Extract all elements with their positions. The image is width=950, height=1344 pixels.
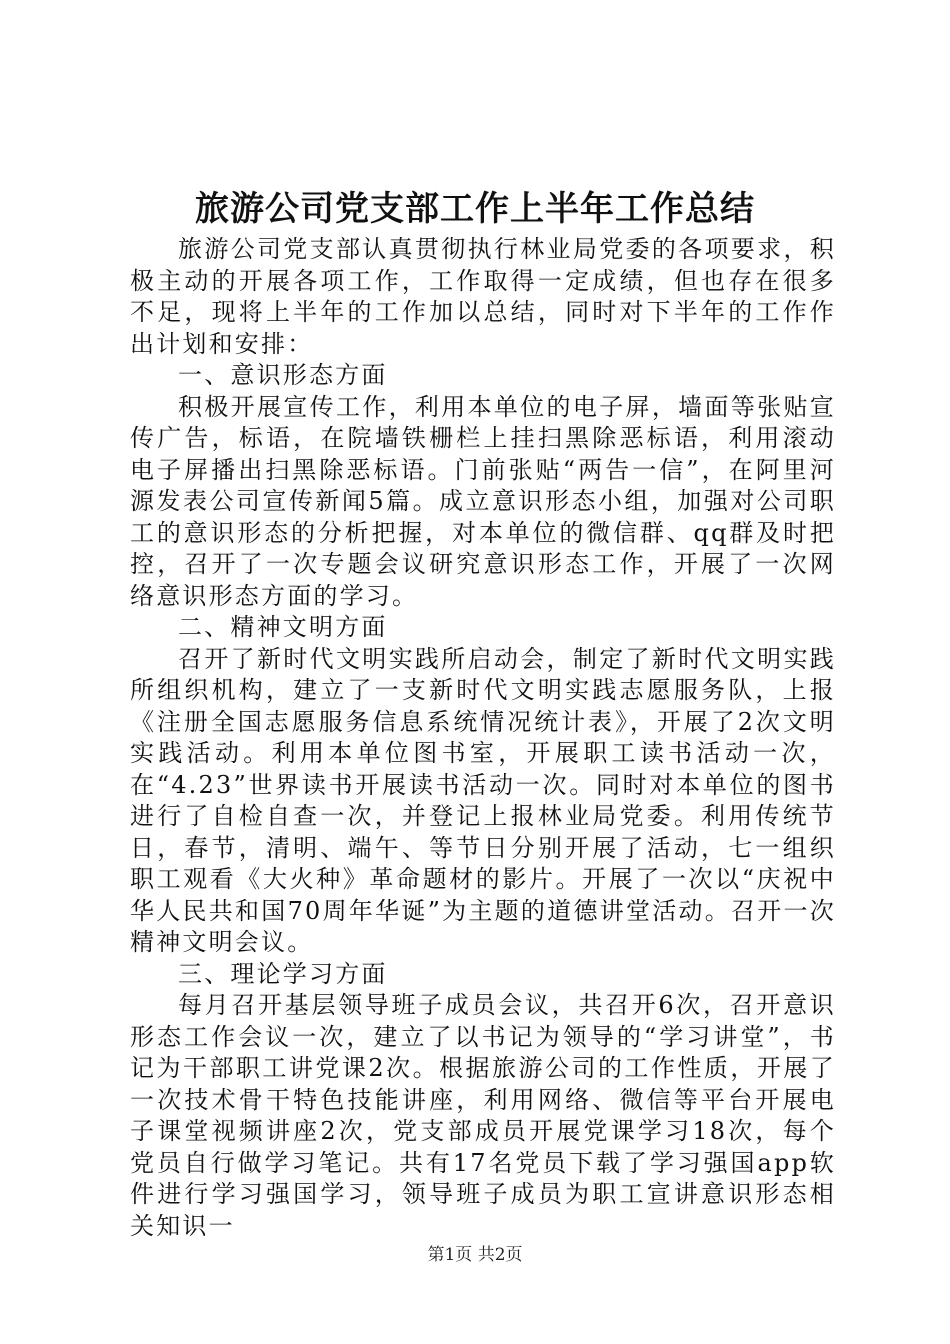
section-heading-theory: 三、理论学习方面 xyxy=(178,959,388,988)
intro-paragraph: 旅游公司党支部认真贯彻执行林业局党委的各项要求，积极主动的开展各项工作，工作取得一定成绩，但也存在很多不足，现将上半年的工作加以总结，同时对下半年的工作作出计划和安排： xyxy=(130,235,836,358)
section-heading-civilization: 二、精神文明方面 xyxy=(178,613,388,641)
section-body-civilization: 召开了新时代文明实践所启动会，制定了新时代文明实践所组织机构，建立了一支新时代文明实践志愿服务队，上报《注册全国志愿服务信息系统情况统计表》，开展了2次文明实践活动。利用本单位图书室，开展职工读书活动一次，在“4.23”世界读书开展读书活动一次。同时对本单位的图书进行了自检自查一次，并登记上报林业局党委。利用传统节日，春节，清明、端午、等节日分别开展了活动，七一组织职工观看《大火种》革命题材的影片。开展了一次以“庆祝中华人民共和国70周年华诞”为主题的道德讲堂活动。召开一次精神文明会议。 xyxy=(130,644,836,956)
section-heading-ideology: 一、意识形态方面 xyxy=(178,361,388,389)
page-number-footer: 第1页 共2页 xyxy=(427,1245,523,1265)
section-body-theory: 每月召开基层领导班子成员会议，共召开6次，召开意识形态工作会议一次，建立了以书记为领导的“学习讲堂”，书记为干部职工讲党课2次。根据旅游公司的工作性质，开展了一次技术骨干特色技能讲座，利用网络、微信等平台开展电子课堂视频讲座2次，党支部成员开展党课学习18次，每个党员自行做学习笔记。共有17名党员下载了学习强国app软件进行学习强国学习，领导班子成员为职工宣讲意识形态相关知识一 xyxy=(130,991,836,1240)
document-body xyxy=(130,234,836,1242)
document-title: 旅游公司党支部工作上半年工作总结 xyxy=(195,189,755,229)
section-body-ideology: 积极开展宣传工作，利用本单位的电子屏，墙面等张贴宣传广告，标语，在院墙铁栅栏上挂扫黑除恶标语，利用滚动电子屏播出扫黑除恶标语。门前张贴“两告一信”，在阿里河源发表公司宣传新闻5篇。成立意识形态小组，加强对公司职工的意识形态的分析把握，对本单位的微信群、qq群及时把控，召开了一次专题会议研究意识形态工作，开展了一次网络意识形态方面的学习。 xyxy=(130,392,836,610)
